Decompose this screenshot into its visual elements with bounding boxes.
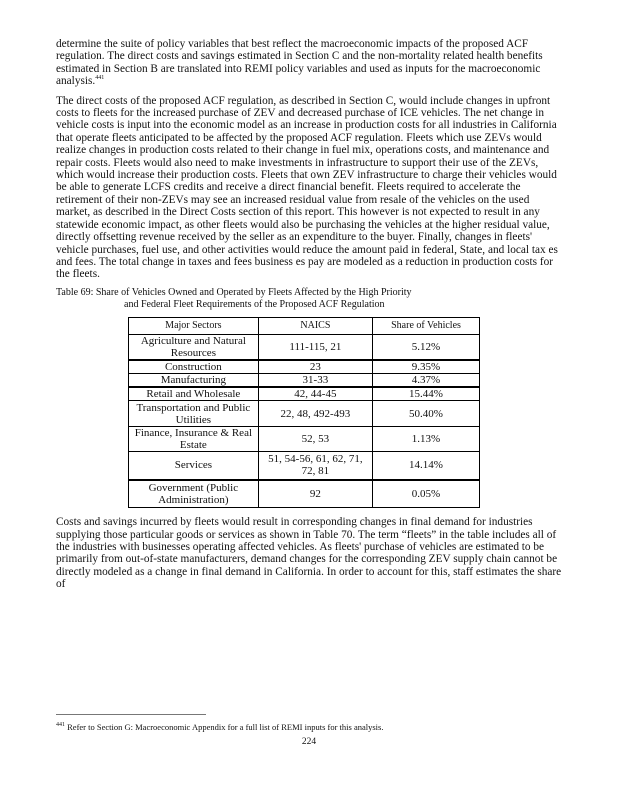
paragraph-1 [56, 38, 564, 88]
cell-sector: Services [129, 452, 259, 480]
cell-share: 1.13% [373, 427, 480, 452]
cell-sector: Construction [129, 360, 259, 374]
cell-naics: 22, 48, 492-493 [258, 401, 372, 427]
table-row [129, 334, 480, 360]
table-row [129, 427, 480, 452]
cell-share: 50.40% [373, 401, 480, 427]
vehicle-share-table [128, 317, 480, 509]
footnote-text: Refer to Section G: Macroeconomic Appendix for a full list of REMI inputs for this analysis. [67, 722, 384, 732]
cell-share: 15.44% [373, 387, 480, 401]
table-row [129, 401, 480, 427]
footnote-divider [56, 714, 206, 715]
cell-naics: 23 [258, 360, 372, 374]
table-header-row [129, 317, 480, 334]
document-page [56, 38, 564, 591]
paragraph-2: The direct costs of the proposed ACF regulation, as described in Section C, would include changes in upfront costs to fleets for the increased purchase of ZEV and decreased purchase of ICE vehicles. The net change in vehicle costs is input into the economic model as an increase in production costs for all industries in California that operate fleets anticipated to be affected by the proposed ACF regulation. Fleets which use ZEVs would realize changes in production costs related to their change in fuel mix, operations costs, and maintenance and repair costs. Fleets would also need to make investments in infrastructure to support their use of the ZEVs, which would increase their production costs. Fleets that own ZEV infrastructure to charge their vehicles would be able to generate LCFS credits and receive a direct financial benefit. Fleets required to accelerate the retirement of their non-ZEVs may see an increased residual value from resale of the vehicles on the used market, as described in the Direct Costs section of this report. This however is not expected to result in any statewide economic impact, as other fleets would also be purchasing the vehicles at the higher residual value, directly offsetting revenue received by the seller as an expenditure to the buyer. Finally, changes in fleets' vehicle purchases, fuel use, and other activities would reduce the amount paid in federal, State, and local tax es and fees. The total change in taxes and fees business es pay are modeled as a reduction in production costs for the fleets. [56, 94, 558, 281]
cell-share: 4.37% [373, 374, 480, 388]
cell-naics: 31-33 [258, 374, 372, 388]
header-naics: NAICS [258, 317, 372, 334]
table-row [129, 452, 480, 480]
cell-naics: 111-115, 21 [258, 334, 372, 360]
footnote-ref[interactable]: 441 [95, 75, 105, 82]
table-row [129, 387, 480, 401]
table-caption-line-2: and Federal Fleet Requirements of the Proposed ACF Regulation [124, 298, 385, 310]
cell-naics: 51, 54-56, 61, 62, 71, 72, 81 [258, 452, 372, 480]
cell-sector: Transportation and Public Utilities [129, 401, 259, 427]
table-row [129, 480, 480, 508]
cell-share: 5.12% [373, 334, 480, 360]
paragraph-1-text: determine the suite of policy variables that best reflect the macroeconomic impacts of the proposed ACF regulation. The direct costs and savings estimated in Section C and the non-mortality related health benefits estimated in Section B are translated into REMI policy variables and used as inputs for the macroeconomic analysis. [56, 38, 543, 88]
footnote [56, 722, 383, 732]
cell-sector: Government (Public Administration) [129, 480, 259, 508]
cell-naics: 52, 53 [258, 427, 372, 452]
table-caption-line-1: Table 69: Share of Vehicles Owned and Operated by Fleets Affected by the High Priority [56, 286, 412, 298]
paragraph-3: Costs and savings incurred by fleets would result in corresponding changes in final demand for industries supplying those particular goods or services as shown in Table 70. The term “fleets” in the table includes all of the industries with businesses operating affected vehicles. As fleets' purchase of vehicles are estimated to be primarily from out-of-state manufacturers, demand changes for the corresponding ZEV supply chain cannot be directly modeled as a change in final demand in California. In order to account for this, staff estimates the share of [56, 516, 562, 591]
footnote-number: 441 [56, 722, 65, 729]
table-row [129, 374, 480, 388]
cell-share: 0.05% [373, 480, 480, 508]
cell-naics: 42, 44-45 [258, 387, 372, 401]
table-caption [56, 287, 564, 311]
cell-share: 14.14% [373, 452, 480, 480]
cell-share: 9.35% [373, 360, 480, 374]
cell-naics: 92 [258, 480, 372, 508]
cell-sector: Retail and Wholesale [129, 387, 259, 401]
cell-sector: Agriculture and Natural Resources [129, 334, 259, 360]
table-row [129, 360, 480, 374]
cell-sector: Manufacturing [129, 374, 259, 388]
page-number: 224 [301, 737, 317, 747]
header-major-sectors: Major Sectors [129, 317, 259, 334]
header-share-of-vehicles: Share of Vehicles [373, 317, 480, 334]
cell-sector: Finance, Insurance & Real Estate [129, 427, 259, 452]
